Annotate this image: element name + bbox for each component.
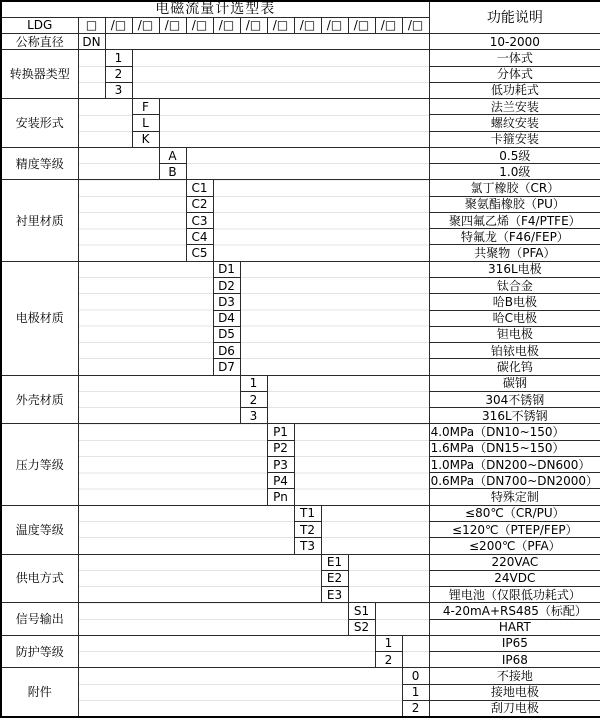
spacer-cell xyxy=(348,554,429,603)
option-code-cell: D7 xyxy=(213,359,240,375)
page-title: 电磁流量计选型表 xyxy=(1,1,429,17)
spacer-cell xyxy=(105,34,429,50)
model-segment-checkbox: /□ xyxy=(132,17,159,33)
option-code-cell: K xyxy=(132,131,159,147)
option-description-cell: ≤80℃（CR/PU） xyxy=(429,505,600,521)
spacer-cell xyxy=(78,424,267,505)
option-code-cell: A xyxy=(159,147,186,163)
option-description-cell: 接地电极 xyxy=(429,684,600,700)
option-code-cell: P3 xyxy=(267,456,294,472)
spacer-cell xyxy=(78,668,402,717)
model-segment-checkbox: /□ xyxy=(294,17,321,33)
option-code-cell: T3 xyxy=(294,538,321,554)
option-description-cell: 304不锈钢 xyxy=(429,391,600,407)
spacer-cell xyxy=(78,554,321,603)
spacer-cell xyxy=(78,635,375,668)
table-row xyxy=(1,147,600,163)
category-label: 供电方式 xyxy=(1,554,78,603)
option-code-cell: 2 xyxy=(402,700,429,716)
option-description-cell: IP65 xyxy=(429,635,600,651)
table-row xyxy=(1,180,600,196)
option-code-cell: T1 xyxy=(294,505,321,521)
option-description-cell: 24VDC xyxy=(429,570,600,586)
category-label: 衬里材质 xyxy=(1,180,78,261)
option-code-cell: 1 xyxy=(375,635,402,651)
model-segment-checkbox: /□ xyxy=(159,17,186,33)
spacer-cell xyxy=(78,375,240,424)
option-code-cell: D4 xyxy=(213,310,240,326)
category-label: 信号输出 xyxy=(1,603,78,636)
category-label: 温度等级 xyxy=(1,505,78,554)
model-segment-checkbox: /□ xyxy=(240,17,267,33)
option-description-cell: 螺纹安装 xyxy=(429,115,600,131)
option-code-cell: L xyxy=(132,115,159,131)
option-description-cell: 共聚物（PFA） xyxy=(429,245,600,261)
model-base-checkbox: □ xyxy=(78,17,105,33)
spacer-cell xyxy=(402,635,429,668)
spacer-cell xyxy=(240,261,429,375)
table-row xyxy=(1,668,600,684)
option-code-cell: E1 xyxy=(321,554,348,570)
diameter-code: DN xyxy=(78,34,105,50)
option-description-cell: 哈C电极 xyxy=(429,310,600,326)
option-code-cell: 1 xyxy=(402,684,429,700)
diameter-label: 公称直径 xyxy=(1,34,78,50)
table-row xyxy=(1,603,600,619)
option-description-cell: 氯丁橡胶（CR） xyxy=(429,180,600,196)
option-code-cell: C2 xyxy=(186,196,213,212)
option-code-cell: D3 xyxy=(213,294,240,310)
spacer-cell xyxy=(78,261,213,375)
option-code-cell: P2 xyxy=(267,440,294,456)
category-label: 防护等级 xyxy=(1,635,78,668)
option-description-cell: 钽电极 xyxy=(429,326,600,342)
table-row xyxy=(1,505,600,521)
option-code-cell: E2 xyxy=(321,570,348,586)
option-code-cell: 3 xyxy=(105,82,132,98)
option-code-cell: 2 xyxy=(240,391,267,407)
option-description-cell: 碳钢 xyxy=(429,375,600,391)
spacer-cell xyxy=(159,99,429,148)
table-row xyxy=(1,99,600,115)
option-description-cell: 碳化钨 xyxy=(429,359,600,375)
category-label: 外壳材质 xyxy=(1,375,78,424)
option-description-cell: 低功耗式 xyxy=(429,82,600,98)
spacer-cell xyxy=(186,147,429,180)
option-description-cell: 316L不锈钢 xyxy=(429,408,600,424)
option-code-cell: Pn xyxy=(267,489,294,505)
option-code-cell: D2 xyxy=(213,278,240,294)
table-row xyxy=(1,1,600,17)
diameter-description: 10-2000 xyxy=(429,34,600,50)
option-description-cell: 聚四氟乙烯（F4/PTFE） xyxy=(429,212,600,228)
option-description-cell: 特氟龙（F46/FEP） xyxy=(429,229,600,245)
option-description-cell: 4.0MPa（DN10~150） xyxy=(429,424,600,440)
option-code-cell: E3 xyxy=(321,587,348,603)
category-label: 电极材质 xyxy=(1,261,78,375)
table-row xyxy=(1,34,600,50)
model-segment-checkbox: /□ xyxy=(186,17,213,33)
model-prefix-label: LDG xyxy=(1,17,78,33)
option-description-cell: 刮刀电极 xyxy=(429,700,600,716)
option-code-cell: D6 xyxy=(213,343,240,359)
category-label: 附件 xyxy=(1,668,78,717)
option-description-cell: ≤120℃（PTEP/FEP） xyxy=(429,522,600,538)
category-label: 安装形式 xyxy=(1,99,78,148)
option-description-cell: 聚氨酯橡胶（PU） xyxy=(429,196,600,212)
table-row xyxy=(1,635,600,651)
category-label: 转换器类型 xyxy=(1,50,78,99)
option-description-cell: 卡箍安装 xyxy=(429,131,600,147)
option-description-cell: 0.5级 xyxy=(429,147,600,163)
option-code-cell: 0 xyxy=(402,668,429,684)
model-segment-checkbox: /□ xyxy=(375,17,402,33)
option-code-cell: S2 xyxy=(348,619,375,635)
option-description-cell: 钛合金 xyxy=(429,278,600,294)
option-code-cell: S1 xyxy=(348,603,375,619)
spacer-cell xyxy=(78,99,132,148)
option-description-cell: 0.6MPa（DN700~DN2000） xyxy=(429,473,600,489)
model-segment-checkbox: /□ xyxy=(348,17,375,33)
category-label: 压力等级 xyxy=(1,424,78,505)
spacer-cell xyxy=(78,50,105,99)
option-code-cell: P4 xyxy=(267,473,294,489)
option-description-cell: 法兰安装 xyxy=(429,99,600,115)
option-code-cell: D1 xyxy=(213,261,240,277)
spacer-cell xyxy=(78,180,186,261)
option-code-cell: 1 xyxy=(240,375,267,391)
option-code-cell: 2 xyxy=(375,652,402,668)
option-description-cell: ≤200℃（PFA） xyxy=(429,538,600,554)
option-description-cell: IP68 xyxy=(429,652,600,668)
spacer-cell xyxy=(78,147,159,180)
option-description-cell: 不接地 xyxy=(429,668,600,684)
option-description-cell: 1.6MPa（DN15~150） xyxy=(429,440,600,456)
option-description-cell: 316L电极 xyxy=(429,261,600,277)
spacer-cell xyxy=(375,603,429,636)
option-code-cell: B xyxy=(159,164,186,180)
model-segment-checkbox: /□ xyxy=(402,17,429,33)
table-row xyxy=(1,554,600,570)
function-column-header: 功能说明 xyxy=(429,1,600,34)
option-code-cell: 2 xyxy=(105,66,132,82)
option-description-cell: 4-20mA+RS485（标配） xyxy=(429,603,600,619)
spacer-cell xyxy=(321,505,429,554)
option-description-cell: 1.0级 xyxy=(429,164,600,180)
selection-table-body xyxy=(1,1,600,717)
option-description-cell: 铂铱电极 xyxy=(429,343,600,359)
spacer-cell xyxy=(132,50,429,99)
option-code-cell: D5 xyxy=(213,326,240,342)
option-description-cell: HART xyxy=(429,619,600,635)
option-code-cell: 3 xyxy=(240,408,267,424)
model-segment-checkbox: /□ xyxy=(105,17,132,33)
option-description-cell: 一体式 xyxy=(429,50,600,66)
option-description-cell: 锂电池（仅限低功耗式） xyxy=(429,587,600,603)
option-code-cell: 1 xyxy=(105,50,132,66)
option-description-cell: 220VAC xyxy=(429,554,600,570)
spacer-cell xyxy=(267,375,429,424)
category-label: 精度等级 xyxy=(1,147,78,180)
table-row xyxy=(1,50,600,66)
model-segment-checkbox: /□ xyxy=(213,17,240,33)
option-code-cell: T2 xyxy=(294,522,321,538)
option-code-cell: C5 xyxy=(186,245,213,261)
option-code-cell: C3 xyxy=(186,212,213,228)
option-description-cell: 1.0MPa（DN200~DN600） xyxy=(429,456,600,472)
option-description-cell: 分体式 xyxy=(429,66,600,82)
option-description-cell: 特殊定制 xyxy=(429,489,600,505)
option-code-cell: P1 xyxy=(267,424,294,440)
table-row xyxy=(1,261,600,277)
spacer-cell xyxy=(294,424,429,505)
option-code-cell: C1 xyxy=(186,180,213,196)
table-row xyxy=(1,424,600,440)
spacer-cell xyxy=(78,603,348,636)
spacer-cell xyxy=(213,180,429,261)
table-row xyxy=(1,375,600,391)
model-segment-checkbox: /□ xyxy=(321,17,348,33)
model-segment-checkbox: /□ xyxy=(267,17,294,33)
spacer-cell xyxy=(78,505,294,554)
option-code-cell: F xyxy=(132,99,159,115)
option-code-cell: C4 xyxy=(186,229,213,245)
option-description-cell: 哈B电极 xyxy=(429,294,600,310)
